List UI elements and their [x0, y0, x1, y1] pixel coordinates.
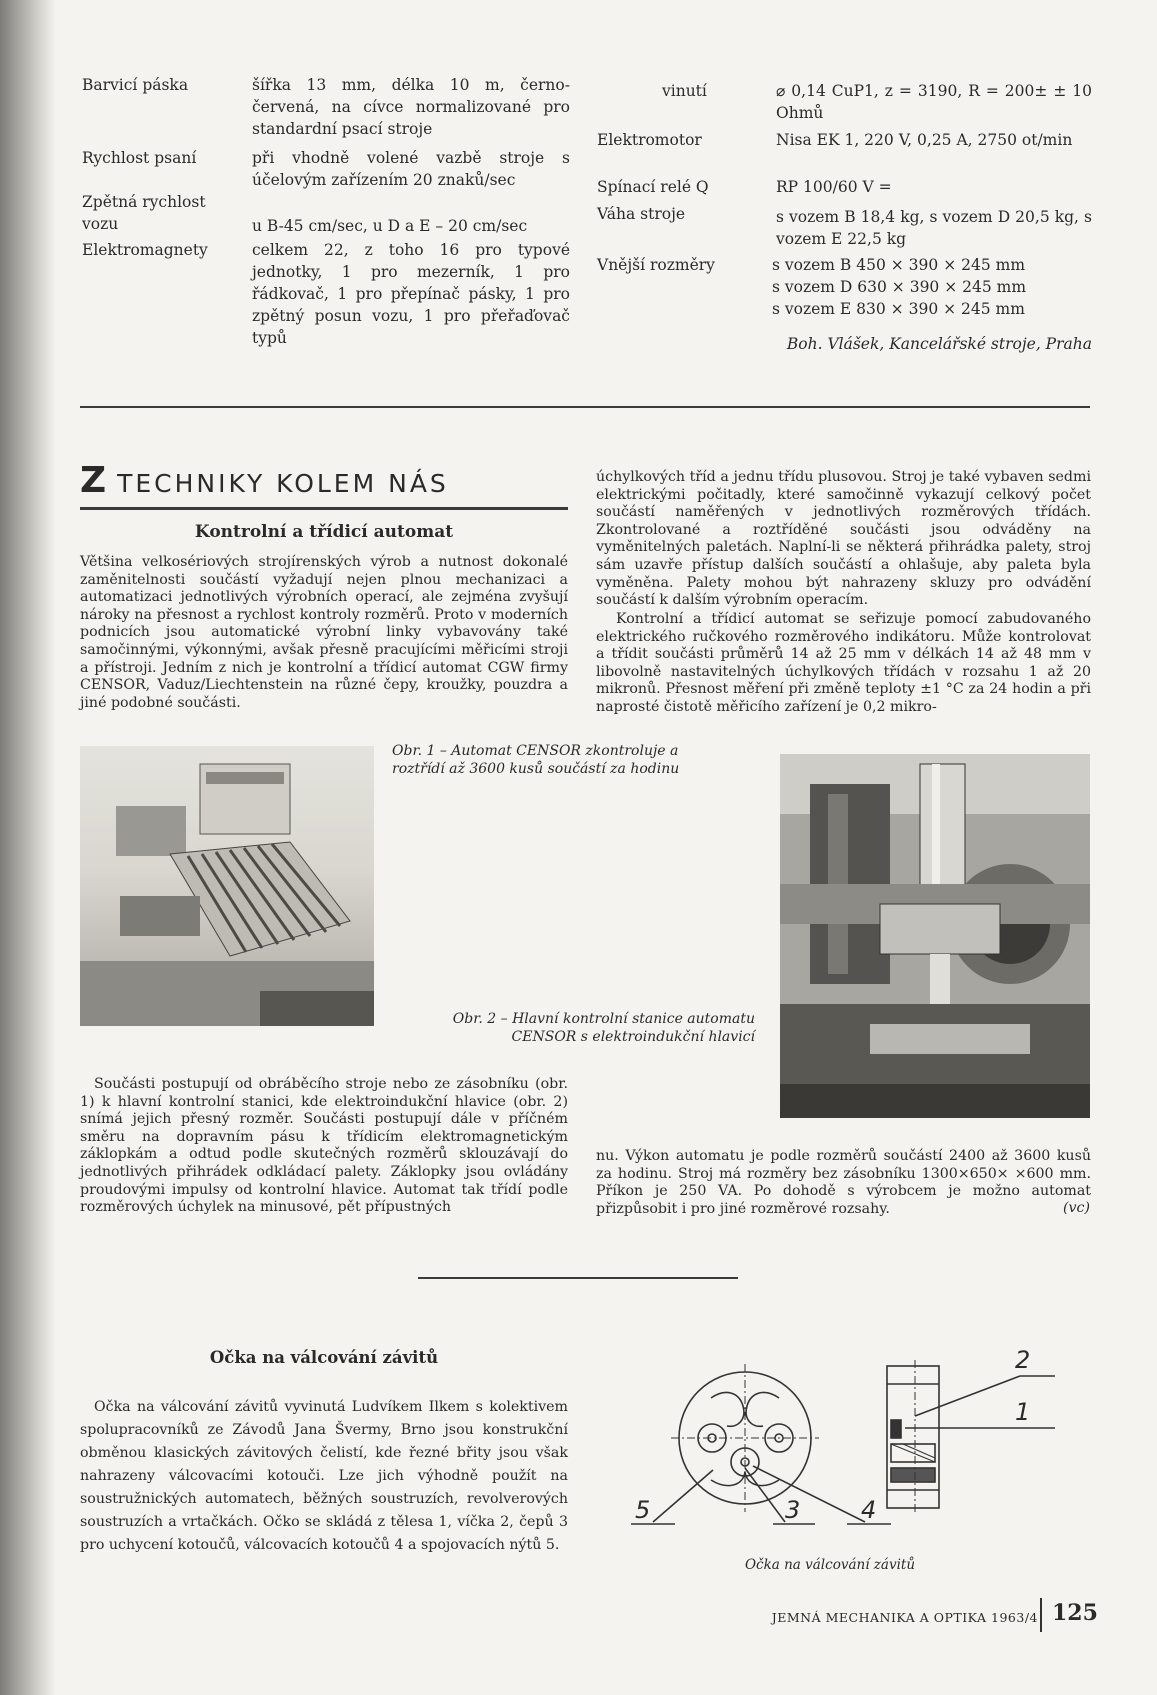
spec-label: Elektromotor [597, 131, 702, 149]
spec-label: Zpětná rychlost vozu [82, 193, 206, 233]
figure-caption: Obr. 2 – Hlavní kontrolní stanice automatu CENSOR s elektroindukční hlavicí [452, 1011, 755, 1045]
paragraph: Součásti postupují od obráběcího stroje nebo ze zásobníku (obr. 1) k hlavní kontrolní stanici, kde elektroindukční hlavice (obr. 2) snímá jejich přesný rozměr. Součásti postupují dále v příčném směru na dopravním pásu k třídicím elektromagnetickým záklopkám a odtud podle skutečných rozměrů sklouzávají do jednotlivých přihrádek odkládací palety. Záklopky jsou ovládány proudovými impulsy od kontrolní hlavice. Automat tak třídí podle rozměrových úchylek na minusové, pět přípustných [80, 1076, 568, 1216]
figure-label: 1 [1015, 1398, 1031, 1426]
paragraph: nu. Výkon automatu je podle rozměrů součástí 2400 až 3600 kusů za hodinu. Stroj má rozměry bez zásobníku 1300×650× ×600 mm. Příkon je 250 VA. Po dohodě s výrobcem je možno automat přizpůsobit i pro jiné rozměrové rozsahy. [596, 1148, 1091, 1217]
spec-label: Spínací relé Q [597, 178, 709, 196]
article-signature: (vc) [1062, 1200, 1090, 1216]
spec-value: s vozem E 830 × 390 × 245 mm [772, 300, 1025, 318]
spec-value: s vozem D 630 × 390 × 245 mm [772, 278, 1027, 296]
journal-name: JEMNÁ MECHANIKA A OPTIKA 1963/4 [771, 1610, 1038, 1625]
spec-label: Barvicí páska [82, 76, 189, 94]
paragraph: Kontrolní a třídicí automat se seřizuje pomocí zabudovaného elektrického ručkového rozměrového indikátoru. Může kontrolovat a třídit součásti průměrů 14 až 25 mm v délkách 14 až 48 mm v libovolně nastavitelných úchylkových třídách v rozsahu 1 až 20 mikronů. Přesnost měření při změně teploty ±1 °C za 24 hodin a při naprosté čistotě měřicího zařízení je 0,2 mikro- [596, 611, 1091, 715]
spec-label: Elektromagnety [82, 241, 208, 259]
spec-value: s vozem B 450 × 390 × 245 mm [772, 256, 1026, 274]
spec-value: ⌀ 0,14 CuP1, z = 3190, R = 200± ± 10 Ohmů [776, 82, 1092, 122]
spec-value: šířka 13 mm, délka 10 m, černo-červená, na cívce normalizované pro standardní psací stroje [252, 76, 570, 138]
paragraph: Většina velkosériových strojírenských výrob a nutnost dokonalé zaměnitelnosti součástí vyžadují nejen plnou mechanizaci a automatizaci jednotlivých výrobních operací, ale zejména zvyšují nároky na přesnost a rychlost kontroly rozměrů. Proto v moderních podnicích jsou automatické výrobní linky vybavovány také samočinnými, výkonnými, avšak přesně pracujícími měřicími stroji a přístroji. Jedním z nich je kontrolní a třídicí automat CGW firmy CENSOR, Vaduz/Liechtenstein na různé čepy, kroužky, pouzdra a jiné podobné součásti. [80, 554, 568, 711]
section-heading [80, 460, 449, 501]
spec-label: Rychlost psaní [82, 149, 197, 167]
section-title: TECHNIKY KOLEM NÁS [117, 469, 449, 498]
binding-shadow [0, 0, 56, 1695]
figure-caption: Obr. 1 – Automat CENSOR zkontroluje a roztřídí až 3600 kusů součástí za hodinu [392, 743, 680, 777]
spec-label: Vnější rozměry [597, 256, 715, 274]
paragraph: úchylkových tříd a jednu třídu plusovou. Stroj je také vybaven sedmi elektrickými počitadly, které samočinně vykazují celkový počet součástí naměřených v jednotlivých rozměrových třídách. Zkontrolované a roztříděné součásti jsou odváděny na vyměnitelných paletách. Naplní-li se některá přihrádka palety, stroj sám uzavře přístup dalších součástí a ohlašuje, aby paleta byla vyměněna. Palety mohou být nahrazeny skluzy pro odvádění součástí k dalším výrobním operacím. [596, 469, 1091, 609]
paragraph: Očka na válcování závitů vyvinutá Ludvíkem Ilkem s kolektivem spolupracovníků ze Závodů Jana Švermy, Brno jsou konstrukční obměnou klasických závitových čelistí, kde řezné břity jsou však nahrazeny válcovacími kotouči. Lze jich výhodně použít na soustružnických automatech, běžných soustruzích, revolverových soustruzích a vrtačkách. Očko se skládá z tělesa 1, víčka 2, čepů 3 pro uchycení kotoučů, válcovacích kotoučů 4 a spojovacích nýtů 5. [80, 1399, 568, 1553]
photo-censor-automat [80, 746, 374, 1026]
section-initial: Z [80, 460, 107, 501]
photo-control-station [780, 754, 1090, 1118]
page-number: 125 [1052, 1600, 1098, 1626]
author-credit: Boh. Vlášek, Kancelářské stroje, Praha [786, 335, 1092, 353]
figure-caption: Očka na válcování závitů [744, 1557, 916, 1573]
spec-value: Nisa EK 1, 220 V, 0,25 A, 2750 ot/min [776, 131, 1073, 149]
spec-value: s vozem B 18,4 kg, s vozem D 20,5 kg, s vozem E 22,5 kg [776, 208, 1092, 248]
figure-label: 3 [785, 1496, 801, 1524]
spec-value: celkem 22, z toho 16 pro typové jednotky, 1 pro mezerník, 1 pro řádkovač, 1 pro přepínač pásky, 1 pro zpětný posun vozu, 1 pro přeřaďovač typů [252, 241, 570, 347]
footer-divider [1040, 1598, 1042, 1632]
article-title: Kontrolní a třídicí automat [194, 522, 454, 542]
figure-label: 5 [635, 1496, 651, 1524]
spec-value: RP 100/60 V = [776, 178, 892, 196]
figure-label: 2 [1015, 1346, 1031, 1374]
spec-value: u B-45 cm/sec, u D a E – 20 cm/sec [252, 217, 528, 235]
divider [418, 1277, 738, 1279]
heading-underline [80, 507, 568, 510]
article-title: Očka na válcování závitů [209, 1348, 439, 1367]
spec-label: vinutí [662, 82, 707, 100]
divider [80, 406, 1090, 408]
spec-label: Váha stroje [597, 205, 686, 223]
figure-drawing [615, 1340, 1090, 1540]
spec-value: při vhodně volené vazbě stroje s účelovým zařízením 20 znaků/sec [252, 149, 570, 189]
figure-label: 4 [861, 1496, 877, 1524]
